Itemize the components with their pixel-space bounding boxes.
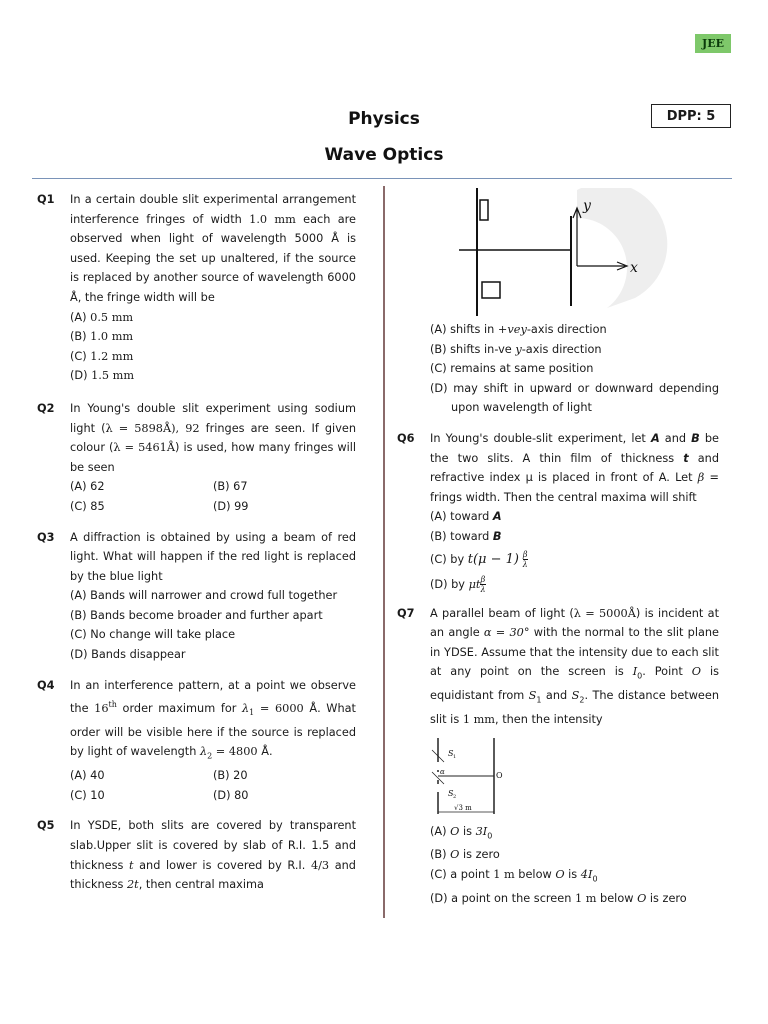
q5-figure xyxy=(397,188,719,320)
q7-option-b[interactable]: (B) O is zero xyxy=(430,848,500,862)
q7-option-c[interactable]: (C) a point 1 m below O is $4I_0$ xyxy=(430,868,598,884)
q6-option-d[interactable]: (D) by μt $\frac{\beta}{\lambda}$ xyxy=(430,575,486,595)
q2-option-d[interactable]: (D) 99 xyxy=(213,499,249,513)
q7-figure xyxy=(430,736,550,818)
question-q3 xyxy=(37,528,356,665)
question-q1 xyxy=(37,190,356,386)
q5-option-d[interactable]: (D) may shift in upward or downward depending upon wavelength of light xyxy=(430,381,719,415)
q2-number: Q2 xyxy=(37,401,55,415)
q1-text: In a certain double slit experimental arrangement interference fringes of width 1.0 mm each are observed when light of wavelength 5000 Å is used. Keeping the set up unaltered, if the source is replaced by another source of wavelength 6000 Å, the fringe width will be xyxy=(70,193,357,304)
q2-option-a[interactable]: (A) 62 xyxy=(70,480,105,494)
q6-option-a[interactable]: (A) toward A xyxy=(430,510,502,524)
svg-text:1: 1 xyxy=(453,753,457,760)
q4-text: In an interference pattern, at a point we observe the 16th order maximum for $\lambda_1 = 6000$ Å. What order will be visible here if the source is replaced by light of wavelength $\lambda_2 = 4800$ Å. xyxy=(70,678,356,761)
q1-option-a[interactable]: (A) 0.5 mm xyxy=(70,310,134,324)
q3-option-a[interactable]: (A) Bands will narrower and crowd full together xyxy=(70,589,338,603)
question-q4 xyxy=(37,676,356,806)
q6-option-b[interactable]: (B) toward B xyxy=(430,529,502,543)
question-q6 xyxy=(397,429,719,597)
question-q5 xyxy=(37,816,356,894)
header-divider xyxy=(32,178,732,179)
q4-option-c[interactable]: (C) 10 xyxy=(70,788,105,802)
q1-option-d[interactable]: (D) 1.5 mm xyxy=(70,369,135,383)
right-column xyxy=(397,188,719,908)
axis-x-label: x xyxy=(630,260,638,276)
q1-option-b[interactable]: (B) 1.0 mm xyxy=(70,330,134,344)
q3-option-c[interactable]: (C) No change will take place xyxy=(70,628,236,642)
fig-distance-label: √3 m xyxy=(454,803,472,812)
q4-option-b[interactable]: (B) 20 xyxy=(213,769,248,783)
q5-option-a[interactable]: (A) shifts in +vey-axis direction xyxy=(430,323,607,336)
q5-number: Q5 xyxy=(37,819,55,833)
fig-o-label: O xyxy=(496,770,503,780)
q3-number: Q3 xyxy=(37,530,55,544)
exam-badge: JEE xyxy=(695,34,731,53)
q7-option-a[interactable]: (A) O is $3I_0$ xyxy=(430,824,493,840)
q2-option-b[interactable]: (B) 67 xyxy=(213,480,248,494)
fig-alpha-label: α xyxy=(440,767,445,776)
column-divider xyxy=(383,186,385,918)
q7-number: Q7 xyxy=(397,606,415,620)
dpp-label: DPP: 5 xyxy=(651,104,731,128)
q4-option-d[interactable]: (D) 80 xyxy=(213,788,249,802)
q3-option-d[interactable]: (D) Bands disappear xyxy=(70,648,186,662)
svg-text:2: 2 xyxy=(453,793,457,800)
q6-number: Q6 xyxy=(397,431,415,445)
question-q2 xyxy=(37,399,356,517)
axis-y-label: y xyxy=(583,198,591,214)
q7-option-d[interactable]: (D) a point on the screen 1 m below O is zero xyxy=(430,891,687,905)
q5-text: In YSDE, both slits are covered by transparent slab.Upper slit is covered by slab of R.I. 1.5 and thickness t and lower is covered by R.I. 4/3 and thickness 2t, then central maxima xyxy=(70,819,356,892)
left-column xyxy=(37,190,356,895)
q3-text: A diffraction is obtained by using a beam of red light. What will happen if the red light is replaced by the blue light xyxy=(70,530,356,583)
q1-option-c[interactable]: (C) 1.2 mm xyxy=(70,349,134,363)
fig-s1-label: S xyxy=(448,748,454,758)
q5-option-c[interactable]: (C) remains at same position xyxy=(430,362,594,376)
chapter-title: Wave Optics xyxy=(324,145,444,165)
q6-text: In Young's double-slit experiment, let A and B be the two slits. A thin film of thickness t and refractive index μ is placed in front of A. Let β = frings width. Then the central maxima will shift xyxy=(430,431,720,504)
question-q7 xyxy=(397,604,719,909)
q3-option-b[interactable]: (B) Bands become broader and further apart xyxy=(70,608,323,622)
q7-text: A parallel beam of light (λ = 5000Å) is incident at an angle α = 30° with the normal to the slit plane in YDSE. Assume that the intensity due to each slit at any point on the screen is $I_0$. Point O is equidistant from $S_1$ and $S_2$. The distance between slit is 1 mm, then the intensity xyxy=(430,606,720,726)
subject-title: Physics xyxy=(348,109,420,129)
fig-s2-label: S xyxy=(448,788,454,798)
q6-option-c[interactable]: (C) by t(μ − 1) $\frac{\beta}{\lambda}$ xyxy=(430,550,528,570)
q5-option-b[interactable]: (B) shifts in-ve y-axis direction xyxy=(430,342,602,356)
q1-number: Q1 xyxy=(37,193,55,206)
q2-text: In Young's double slit experiment using sodium light (λ = 5898Å), 92 fringes are seen. If given colour (λ = 5461Å) is used, how many fringes will be seen xyxy=(70,401,357,474)
q5-options xyxy=(397,320,719,418)
q2-option-c[interactable]: (C) 85 xyxy=(70,499,105,513)
q4-option-a[interactable]: (A) 40 xyxy=(70,769,105,783)
q4-number: Q4 xyxy=(37,678,55,692)
